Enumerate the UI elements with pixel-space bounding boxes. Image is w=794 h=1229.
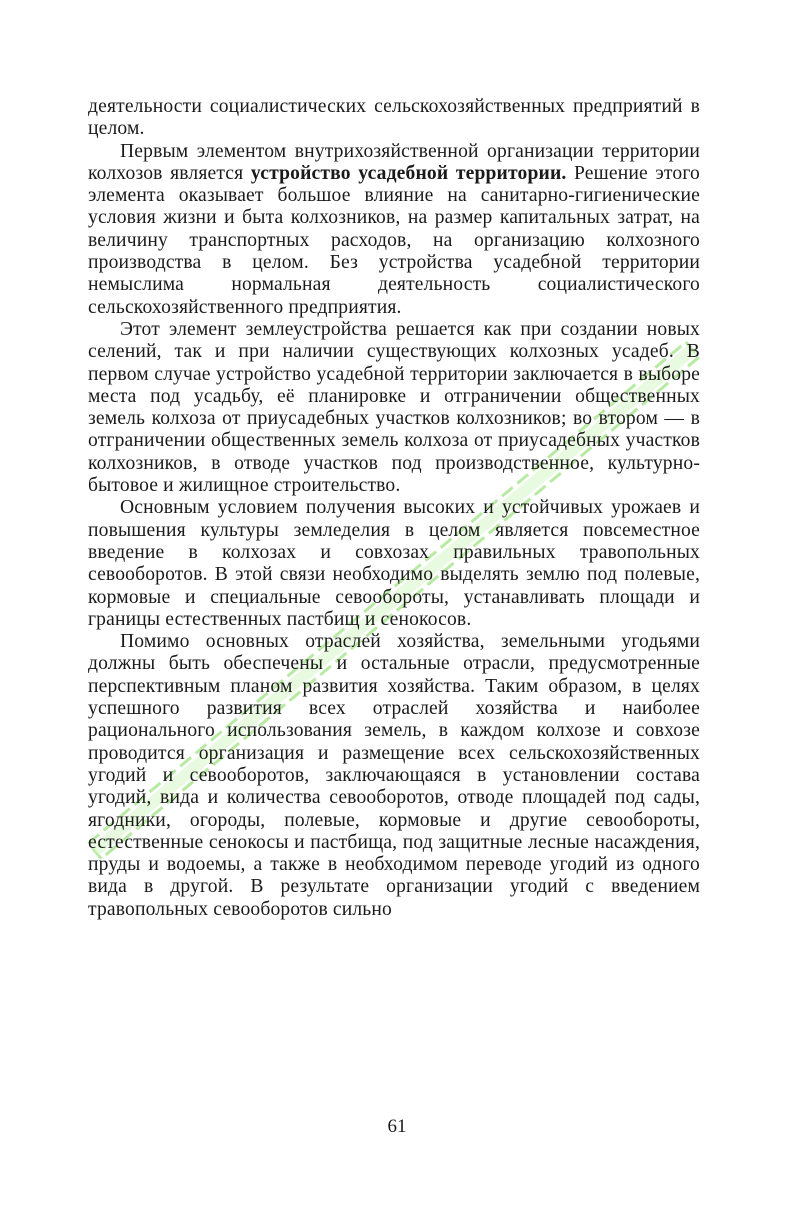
page-number: 61 (387, 1116, 407, 1137)
paragraph-5: Помимо основных отраслей хозяйства, земельными угодьями должны быть обеспечены и остальные отрасли, предусмотренные перспективным планом развития хозяйства. Таким образом, в целях успешного развития всех отраслей хозяйства и наиболее рационального использования земель, в каждом колхозе и совхозе проводится организация и размещение всех сельскохозяйственных угодий и севооборотов, заключающаяся в установлении состава угодий, вида и количества севооборотов, отводе площадей под сады, ягодники, огороды, полевые, кормовые и другие севообороты, естественные сенокосы и пастбища, под защитные лесные насаждения, пруды и водоемы, а также в необходимом переводе угодий из одного вида в другой. В результате организации угодий с введением травопольных севооборотов сильно (88, 631, 700, 920)
paragraph-2-end: Решение этого элемента оказывает большое влияние на санитарно-гигиенические условия жизни и быта колхозников, на размер капитальных затрат, на величину транспортных расходов, на организацию колхозного производства в целом. Без устройства усадебной территории немыслима нормальная деятельность социалистического сельскохозяйственного предприятия. (88, 162, 700, 318)
bold-term: устройство усадебной территории. (250, 162, 567, 184)
body-text (88, 96, 700, 921)
paragraph-1: деятельности социалистических сельскохозяйственных предприятий в целом. (88, 96, 700, 140)
paragraph-2 (88, 141, 700, 319)
paragraph-3: Этот элемент землеустройства решается как при создании новых селений, так и при наличии существующих колхозных усадеб. В первом случае устройство усадебной территории заключается в выборе места под усадьбу, её планировке и отграничении общественных земель колхоза от приусадебных участков колхозников; во втором — в отграничении общественных земель колхоза от приусадебных участков колхозников, в отводе участков под производственное, культурно-бытовое и жилищное строительство. (88, 318, 700, 497)
paragraph-2-start: Первым элементом внутрихозяйственной организации территории колхозов является (88, 140, 700, 184)
paragraph-4: Основным условием получения высоких и устойчивых урожаев и повышения культуры земледелия в целом является повсеместное введение в колхозах и совхозах правильных травопольных севооборотов. В этой связи необходимо выделять землю под полевые, кормовые и специальные севообороты, устанавливать площади и границы естественных пастбищ и сенокосов. (88, 497, 700, 630)
